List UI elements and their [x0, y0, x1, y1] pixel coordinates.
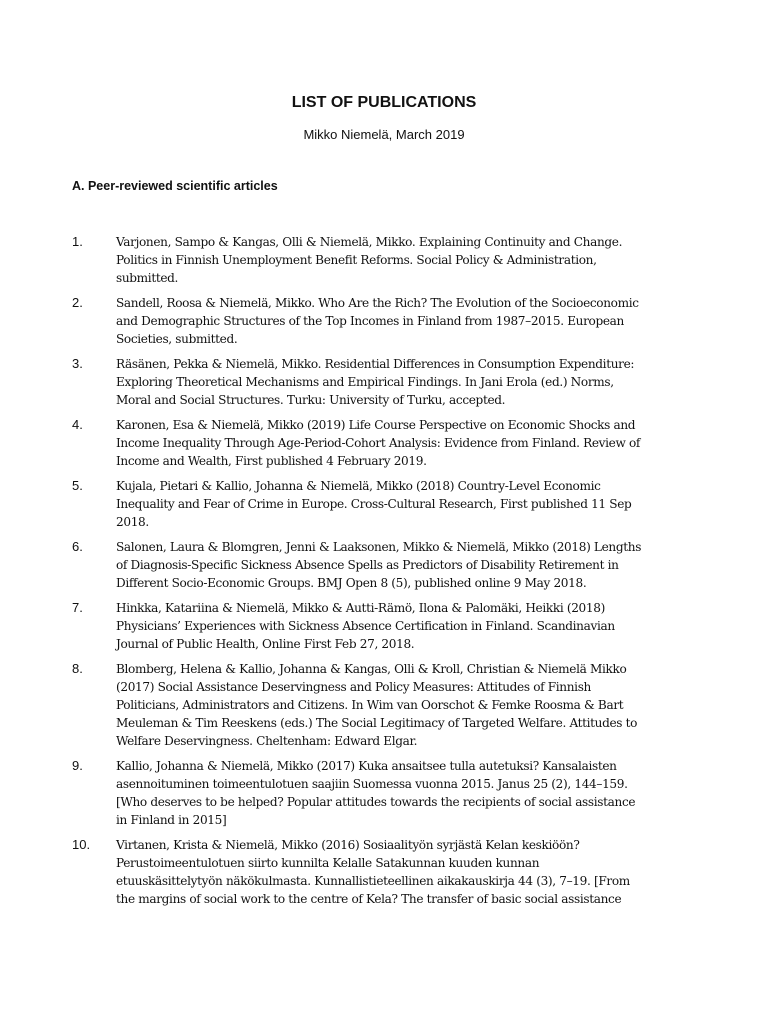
citation-line: Inequality and Fear of Crime in Europe. Cross-Cultural Research, First published 11 Sep [116, 497, 632, 511]
citation-line: asennoituminen toimeentulotuen saajiin Suomessa vuonna 2015. Janus 25 (2), 144–159. [116, 777, 628, 791]
publication-entry [72, 660, 712, 750]
publication-entry [72, 599, 712, 653]
citation-line: 2018. [116, 515, 149, 529]
citation-line: submitted. [116, 271, 179, 285]
publication-number: 8. [72, 661, 83, 676]
citation-line: Physicians’ Experiences with Sickness Absence Certification in Finland. Scandinavian [116, 619, 615, 633]
publication-citation [116, 294, 699, 348]
publication-number: 6. [72, 539, 83, 554]
citation-line: Journal of Public Health, Online First Feb 27, 2018. [116, 637, 415, 651]
citation-line: Hinkka, Katariina & Niemelä, Mikko & Autti-Rämö, Ilona & Palomäki, Heikki (2018) [116, 601, 605, 615]
publication-entry [72, 538, 712, 592]
citation-line: and Demographic Structures of the Top Incomes in Finland from 1987–2015. European [116, 314, 624, 328]
citation-line: [Who deserves to be helped? Popular attitudes towards the recipients of social assistance [116, 795, 636, 809]
citation-line: Salonen, Laura & Blomgren, Jenni & Laaksonen, Mikko & Niemelä, Mikko (2018) Lengths [116, 540, 642, 554]
citation-line: etuuskäsittelytyön näkökulmasta. Kunnallistieteellinen aikakauskirja 44 (3), 7–19. [From [116, 874, 630, 888]
publication-entry [72, 757, 712, 829]
publication-list [72, 233, 712, 915]
citation-line: the margins of social work to the centre of Kela? The transfer of basic social assistance [116, 892, 622, 906]
citation-line: Kujala, Pietari & Kallio, Johanna & Niemelä, Mikko (2018) Country-Level Economic [116, 479, 601, 493]
citation-line: Societies, submitted. [116, 332, 238, 346]
citation-line: Income and Wealth, First published 4 February 2019. [116, 454, 427, 468]
citation-line: Karonen, Esa & Niemelä, Mikko (2019) Life Course Perspective on Economic Shocks and [116, 418, 636, 432]
page-title: LIST OF PUBLICATIONS [291, 94, 477, 111]
publication-entry [72, 294, 712, 348]
publication-entry [72, 355, 712, 409]
citation-line: Perustoimeentulotuen siirto kunnilta Kelalle Satakunnan kuuden kunnan [116, 856, 540, 870]
citation-line: Kallio, Johanna & Niemelä, Mikko (2017) Kuka ansaitsee tulla autetuksi? Kansalaisten [116, 759, 617, 773]
citation-line: Welfare Deservingness. Cheltenham: Edward Elgar. [116, 734, 418, 748]
publication-citation [116, 757, 699, 829]
publication-citation [116, 477, 699, 531]
citation-line: Räsänen, Pekka & Niemelä, Mikko. Residential Differences in Consumption Expenditure: [116, 357, 635, 371]
publication-citation [116, 660, 699, 750]
publication-citation [116, 233, 699, 287]
publication-citation [116, 355, 699, 409]
publication-entry [72, 477, 712, 531]
section-heading: A. Peer-reviewed scientific articles [72, 179, 278, 193]
citation-line: Blomberg, Helena & Kallio, Johanna & Kangas, Olli & Kroll, Christian & Niemelä Mikko [116, 662, 627, 676]
publication-number: 5. [72, 478, 83, 493]
citation-line: Politics in Finnish Unemployment Benefit Reforms. Social Policy & Administration, [116, 253, 597, 267]
publication-citation [116, 416, 699, 470]
citation-line: Meuleman & Tim Reeskens (eds.) The Social Legitimacy of Targeted Welfare. Attitudes to [116, 716, 638, 730]
citation-line: Virtanen, Krista & Niemelä, Mikko (2016) Sosiaalityön syrjästä Kelan keskiöön? [116, 838, 580, 852]
citation-line: Different Socio-Economic Groups. BMJ Open 8 (5), published online 9 May 2018. [116, 576, 587, 590]
citation-line: Income Inequality Through Age-Period-Cohort Analysis: Evidence from Finland. Review of [116, 436, 641, 450]
publication-entry [72, 836, 712, 908]
publication-citation [116, 538, 699, 592]
citation-line: Sandell, Roosa & Niemelä, Mikko. Who Are the Rich? The Evolution of the Socioeconomic [116, 296, 639, 310]
citation-line: Exploring Theoretical Mechanisms and Empirical Findings. In Jani Erola (ed.) Norms, [116, 375, 614, 389]
citation-line: Moral and Social Structures. Turku: University of Turku, accepted. [116, 393, 506, 407]
publication-citation [116, 836, 699, 908]
citation-line: Politicians, Administrators and Citizens. In Wim van Oorschot & Femke Roosma & Bart [116, 698, 624, 712]
publication-citation [116, 599, 699, 653]
publication-number: 10. [72, 837, 91, 852]
publication-number: 1. [72, 234, 83, 249]
publication-number: 3. [72, 356, 83, 371]
publication-entry [72, 233, 712, 287]
publication-number: 9. [72, 758, 83, 773]
publication-number: 7. [72, 600, 83, 615]
citation-line: of Diagnosis-Specific Sickness Absence Spells as Predictors of Disability Retirement in [116, 558, 619, 572]
citation-line: (2017) Social Assistance Deservingness and Policy Measures: Attitudes of Finnish [116, 680, 591, 694]
author-date-line: Mikko Niemelä, March 2019 [303, 127, 465, 142]
citation-line: in Finland in 2015] [116, 813, 227, 827]
publication-entry [72, 416, 712, 470]
citation-line: Varjonen, Sampo & Kangas, Olli & Niemelä, Mikko. Explaining Continuity and Change. [116, 235, 623, 249]
publication-number: 4. [72, 417, 83, 432]
publication-number: 2. [72, 295, 83, 310]
